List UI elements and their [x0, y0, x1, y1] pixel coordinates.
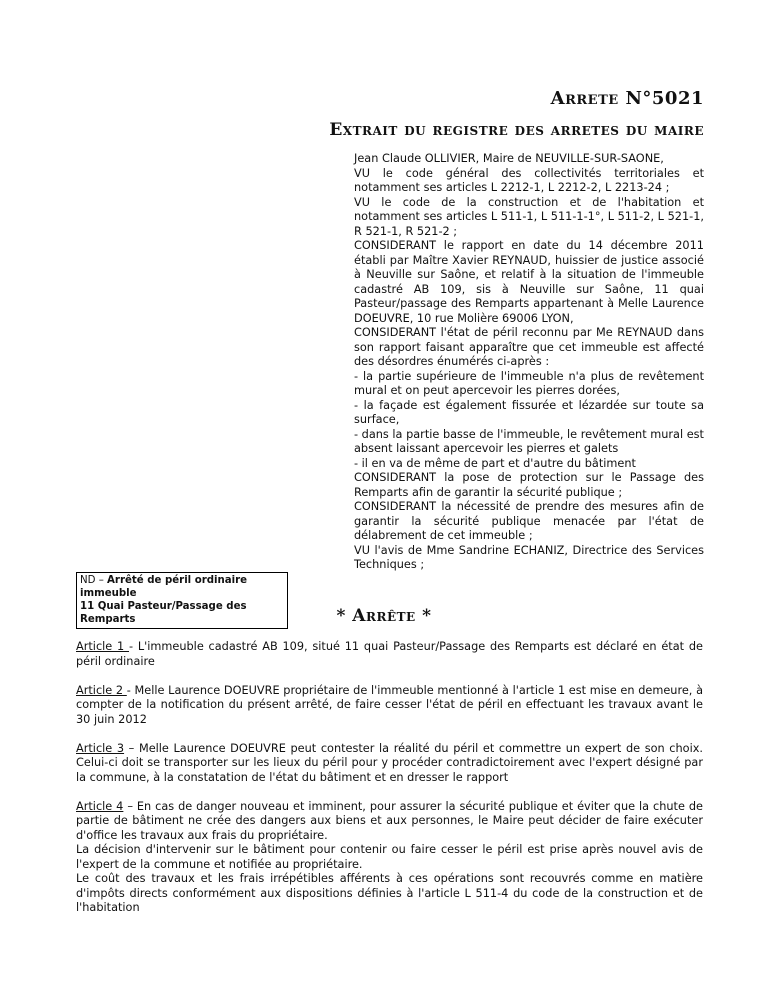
- preamble-line: CONSIDERANT le rapport en date du 14 décembre 2011 établi par Maître Xavier REYNAUD, huissier de justice associé à Neuville sur Saône, et relatif à la situation de l'immeuble cadastré AB 109, sis à Neuville sur Saône, 11 quai Pasteur/passage des Remparts appartenant à Melle Laurence DOEUVRE, 10 rue Molière 69006 LYON,: [354, 239, 704, 325]
- preamble-block: [354, 152, 704, 573]
- article-3-label: Article 3: [76, 741, 125, 755]
- article-1-text: - L'immeuble cadastré AB 109, situé 11 quai Pasteur/Passage des Remparts est déclaré en état de péril ordinaire: [76, 640, 703, 668]
- article-2: [76, 684, 703, 728]
- extrait-registre-title: Extrait du registre des arretes du maire: [329, 120, 704, 140]
- article-4-text: – En cas de danger nouveau et imminent, pour assurer la sécurité publique et éviter que la chute de partie de bâtiment ne crée des dangers aux biens et aux personnes, le Maire peut décider de faire exécuter d'office les travaux aux frais du propriétaire.: [76, 799, 703, 842]
- preamble-line: VU le code général des collectivités territoriales et notamment ses articles L 2212-1, L 2212-2, L 2213-24 ;: [354, 166, 704, 194]
- article-4-paragraph-3: Le coût des travaux et les frais irrépétibles afférents à ces opérations sont recouvrés comme en matière d'impôts directs conformément aux dispositions définies à l'article L 511-4 du code de la construction et de l'habitation: [76, 872, 703, 914]
- preamble-line: Jean Claude OLLIVIER, Maire de NEUVILLE-SUR-SAONE,: [354, 152, 664, 165]
- article-3-text: – Melle Laurence DOEUVRE peut contester la réalité du péril et commettre un expert de son choix. Celui-ci doit se transporter sur les lieux du péril pour y procéder contradictoirement avec l'expert désigné par la commune, à la constatation de l'état du bâtiment et en dresser le rapport: [76, 741, 703, 784]
- article-2-label: Article 2: [76, 683, 127, 697]
- preamble-line: - il en va de même de part et d'autre du bâtiment: [354, 456, 636, 470]
- preamble-line: VU le code de la construction et de l'habitation et notamment ses articles L 511-1, L 511-1-1°, L 511-2, L 521-1, R 521-1, R 521-2 ;: [354, 195, 704, 238]
- article-1: [76, 640, 703, 669]
- article-2-text: - Melle Laurence DOEUVRE propriétaire de l'immeuble mentionné à l'article 1 est mise en demeure, à compter de la notification du présent arrêté, de faire cesser l'état de péril en effectuant les travaux avant le 30 juin 2012: [76, 683, 703, 726]
- preamble-line: - la façade est également fissurée et lézardée sur toute sa surface,: [354, 398, 704, 426]
- article-4-paragraph-2: La décision d'intervenir sur le bâtiment pour contenir ou faire cesser le péril est prise après nouvel avis de l'expert de la commune et notifiée au propriétaire.: [76, 843, 703, 871]
- article-3: [76, 742, 703, 786]
- arrete-heading: * Arrête *: [336, 606, 432, 626]
- arrete-number-title: Arrete N°5021: [550, 88, 704, 109]
- preamble-line: CONSIDERANT la nécessité de prendre des mesures afin de garantir la sécurité publique menacée par l'état de délabrement de cet immeuble ;: [354, 500, 704, 542]
- nd-prefix: ND –: [80, 575, 108, 586]
- preamble-line: - dans la partie basse de l'immeuble, le revêtement mural est absent laissant apercevoir les pierres et galets: [354, 427, 704, 455]
- preamble-line: CONSIDERANT la pose de protection sur le Passage des Remparts afin de garantir la sécurité publique ;: [354, 471, 704, 499]
- preamble-line: - la partie supérieure de l'immeuble n'a plus de revêtement mural et on peut apercevoir les pierres dorées,: [354, 369, 704, 397]
- article-4: [76, 800, 703, 844]
- preamble-line: CONSIDERANT l'état de péril reconnu par Me REYNAUD dans son rapport faisant apparaître que cet immeuble est affecté des désordres énumérés ci-après :: [354, 326, 704, 368]
- articles-block: [76, 640, 703, 916]
- preamble-line: VU l'avis de Mme Sandrine ECHANIZ, Directrice des Services Techniques ;: [354, 543, 704, 571]
- nd-title-line1: Arrêté de péril ordinaire immeuble: [80, 575, 248, 599]
- article-1-label: Article 1: [76, 640, 129, 653]
- article-4-label: Article 4: [76, 799, 124, 813]
- nd-title-line2: 11 Quai Pasteur/Passage des Remparts: [80, 601, 247, 625]
